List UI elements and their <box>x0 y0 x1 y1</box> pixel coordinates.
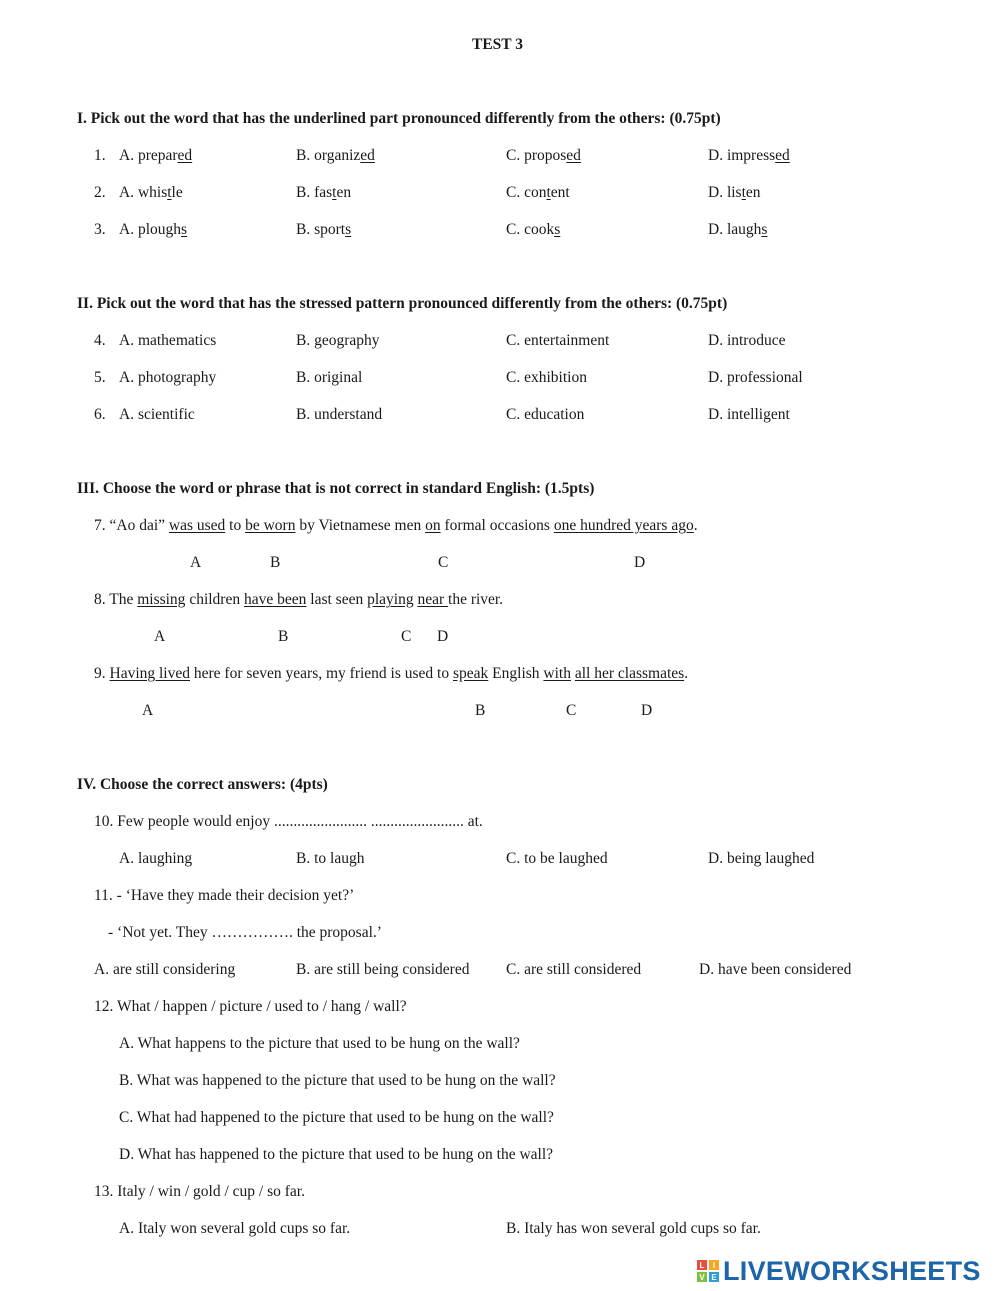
question-8-sentence: 8. The missing children have been last seen playing near the river. <box>94 591 504 608</box>
question-number: 2. <box>94 184 106 201</box>
question-number: 1. <box>94 147 106 164</box>
question-11-line-1: 11. - ‘Have they made their decision yet?’ <box>94 887 355 904</box>
option-d[interactable]: D. impressed <box>708 147 790 164</box>
section-1-heading: I. Pick out the word that has the underlined part pronounced differently from the others: (0.75pt) <box>77 110 721 127</box>
option-a[interactable]: A. photography <box>119 369 217 386</box>
option-a[interactable]: A. prepared <box>119 147 193 164</box>
option-c[interactable]: C. to be laughed <box>506 850 608 867</box>
label-a[interactable]: A <box>190 554 202 571</box>
option-b[interactable]: B. original <box>296 369 363 386</box>
option-d[interactable]: D. What has happened to the picture that used to be hung on the wall? <box>119 1146 554 1163</box>
option-a[interactable]: A. mathematics <box>119 332 217 349</box>
option-b[interactable]: B. What was happened to the picture that used to be hung on the wall? <box>119 1072 556 1089</box>
option-c[interactable]: C. exhibition <box>506 369 587 386</box>
option-b[interactable]: B. fasten <box>296 184 352 201</box>
option-c[interactable]: C. cooks <box>506 221 561 238</box>
option-c[interactable]: C. content <box>506 184 570 201</box>
option-d[interactable]: D. intelligent <box>708 406 790 423</box>
option-c[interactable]: C. education <box>506 406 585 423</box>
option-a[interactable]: A. laughing <box>119 850 193 867</box>
option-d[interactable]: D. have been considered <box>699 961 852 978</box>
option-d[interactable]: D. laughs <box>708 221 768 238</box>
logo-letter: E <box>709 1272 719 1282</box>
label-b[interactable]: B <box>278 628 289 645</box>
option-b[interactable]: B. understand <box>296 406 383 423</box>
label-d[interactable]: D <box>634 554 646 571</box>
option-a[interactable]: A. ploughs <box>119 221 188 238</box>
label-d[interactable]: D <box>641 702 653 719</box>
section-4-heading: IV. Choose the correct answers: (4pts) <box>77 776 328 793</box>
option-c[interactable]: C. proposed <box>506 147 581 164</box>
logo-text: LIVEWORKSHEETS <box>723 1255 981 1286</box>
label-b[interactable]: B <box>475 702 486 719</box>
option-b[interactable]: B. are still being considered <box>296 961 470 978</box>
question-12-stem: 12. What / happen / picture / used to / hang / wall? <box>94 998 407 1015</box>
question-10-stem: 10. Few people would enjoy ........................ ........................ at. <box>94 813 483 830</box>
label-c[interactable]: C <box>401 628 412 645</box>
label-a[interactable]: A <box>154 628 166 645</box>
logo-letter: I <box>709 1260 719 1270</box>
label-c[interactable]: C <box>566 702 577 719</box>
option-a[interactable]: A. What happens to the picture that used to be hung on the wall? <box>119 1035 520 1052</box>
label-a[interactable]: A <box>142 702 154 719</box>
logo-letter: V <box>697 1272 707 1282</box>
question-number: 4. <box>94 332 106 349</box>
logo-mark-icon <box>697 1260 719 1282</box>
liveworksheets-logo[interactable] <box>697 1257 981 1285</box>
option-d[interactable]: D. listen <box>708 184 761 201</box>
label-b[interactable]: B <box>270 554 281 571</box>
option-d[interactable]: D. introduce <box>708 332 786 349</box>
option-c[interactable]: C. What had happened to the picture that used to be hung on the wall? <box>119 1109 554 1126</box>
logo-letter: L <box>697 1260 707 1270</box>
option-d[interactable]: D. professional <box>708 369 803 386</box>
label-c[interactable]: C <box>438 554 449 571</box>
option-b[interactable]: B. Italy has won several gold cups so far. <box>506 1220 761 1237</box>
question-9-sentence: 9. Having lived here for seven years, my friend is used to speak English with all her classmates. <box>94 665 689 682</box>
option-a[interactable]: A. scientific <box>119 406 195 423</box>
question-13-stem: 13. Italy / win / gold / cup / so far. <box>94 1183 305 1200</box>
question-number: 3. <box>94 221 106 238</box>
option-a[interactable]: A. whistle <box>119 184 183 201</box>
question-number: 6. <box>94 406 106 423</box>
question-11-line-2: - ‘Not yet. They ……………. the proposal.’ <box>108 924 382 941</box>
question-number: 5. <box>94 369 106 386</box>
option-d[interactable]: D. being laughed <box>708 850 815 867</box>
option-a[interactable]: A. are still considering <box>94 961 236 978</box>
option-c[interactable]: C. entertainment <box>506 332 610 349</box>
question-7-sentence: 7. “Ao dai” was used to be worn by Vietnamese men on formal occasions one hundred years ago. <box>94 517 698 534</box>
label-d[interactable]: D <box>437 628 449 645</box>
page-title: TEST 3 <box>472 36 523 53</box>
option-c[interactable]: C. are still considered <box>506 961 642 978</box>
option-b[interactable]: B. geography <box>296 332 380 349</box>
section-3-heading: III. Choose the word or phrase that is not correct in standard English: (1.5pts) <box>77 480 595 497</box>
option-a[interactable]: A. Italy won several gold cups so far. <box>119 1220 351 1237</box>
option-b[interactable]: B. sports <box>296 221 352 238</box>
option-b[interactable]: B. to laugh <box>296 850 365 867</box>
section-2-heading: II. Pick out the word that has the stressed pattern pronounced differently from the others: (0.75pt) <box>77 295 728 312</box>
option-b[interactable]: B. organized <box>296 147 375 164</box>
